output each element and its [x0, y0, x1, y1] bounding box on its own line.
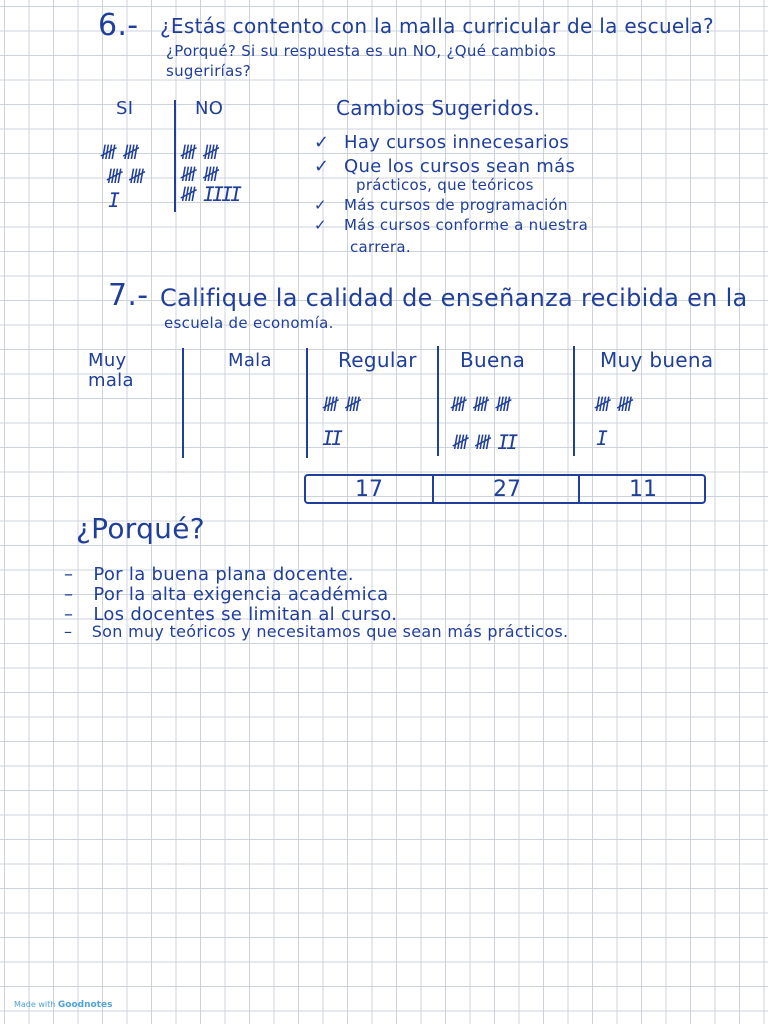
total-buena: 27: [432, 476, 580, 502]
category-muy-buena: Muy buena: [600, 348, 714, 372]
cambio-item: [314, 156, 575, 177]
question-7-line-1: Califique la calidad de enseñanza recibida en la: [160, 284, 748, 312]
check-icon: ✓: [314, 156, 330, 177]
cambio-continuation: prácticos, que teóricos: [356, 176, 534, 194]
divider-2: [306, 348, 308, 458]
reason-text: Por la buena plana docente.: [93, 564, 354, 585]
question-6-number: 6.-: [98, 8, 139, 43]
category-muy-mala-line-1: Muy: [88, 350, 127, 371]
regular-tally-row-2: II: [319, 426, 343, 450]
cambio-item: [314, 216, 588, 234]
cambio-item: [314, 196, 568, 214]
reason-text: Los docentes se limitan al curso.: [93, 604, 398, 625]
regular-tally-row-1: 𝍸 𝍸: [320, 392, 361, 416]
si-tally-row-2: 𝍸 𝍸: [104, 164, 145, 188]
dash-icon: –: [64, 622, 73, 641]
question-6-line-1: ¿Estás contento con la malla curricular de la escuela?: [160, 14, 714, 38]
reason-item: [64, 584, 388, 605]
cambio-text: Que los cursos sean más: [344, 156, 576, 177]
watermark-prefix: Made with: [14, 1000, 56, 1009]
dash-icon: –: [64, 584, 74, 605]
total-regular: 17: [355, 476, 383, 502]
cambio-text: Hay cursos innecesarios: [344, 132, 570, 153]
cambios-title: Cambios Sugeridos.: [336, 96, 541, 120]
buena-tally-row-2: 𝍸 𝍸 II: [450, 430, 518, 454]
reason-item: [64, 564, 354, 585]
category-mala: Mala: [228, 350, 272, 371]
reason-text: Por la alta exigencia académica: [93, 584, 389, 605]
si-header: SI: [116, 98, 134, 119]
si-no-divider: [174, 100, 176, 212]
no-tally-row-3: 𝍸 IIII: [178, 182, 242, 206]
question-7-number: 7.-: [108, 278, 149, 313]
question-6-line-3: sugerirías?: [166, 62, 252, 80]
divider-1: [182, 348, 184, 458]
check-icon: ✓: [314, 132, 330, 153]
category-buena: Buena: [460, 348, 526, 372]
cambio-text: Más cursos de programación: [344, 196, 568, 214]
dash-icon: –: [64, 604, 74, 625]
no-tally-row-1: 𝍸 𝍸: [178, 140, 219, 164]
si-tally-row-1: 𝍸 𝍸: [98, 140, 139, 164]
cambio-continuation: carrera.: [350, 238, 411, 256]
reason-item: [64, 622, 568, 641]
si-tally-row-3: I: [105, 188, 120, 212]
no-tally-row-2: 𝍸 𝍸: [178, 162, 219, 186]
divider-3: [437, 346, 439, 456]
watermark-brand: Goodnotes: [57, 1000, 113, 1010]
porque-title: ¿Porqué?: [76, 512, 205, 545]
category-muy-mala-line-2: mala: [88, 370, 134, 391]
goodnotes-watermark: [14, 1000, 112, 1010]
totals-box: [304, 474, 706, 504]
muy-buena-tally-row-2: I: [593, 426, 608, 450]
cambio-item: [314, 132, 569, 153]
question-7-line-2: escuela de economía.: [164, 314, 334, 332]
check-icon: ✓: [314, 216, 327, 234]
divider-4: [573, 346, 575, 456]
muy-buena-tally-row-1: 𝍸 𝍸: [592, 392, 633, 416]
category-regular: Regular: [338, 348, 417, 372]
dash-icon: –: [64, 564, 74, 585]
no-header: NO: [195, 98, 224, 119]
cambio-text: Más cursos conforme a nuestra: [344, 216, 589, 234]
reason-text: Son muy teóricos y necesitamos que sean más prácticos.: [91, 622, 569, 641]
total-muy-buena: 11: [578, 476, 706, 502]
buena-tally-row-1: 𝍸 𝍸 𝍸: [448, 392, 511, 416]
check-icon: ✓: [314, 196, 327, 214]
question-6-line-2: ¿Porqué? Si su respuesta es un NO, ¿Qué cambios: [166, 42, 557, 60]
